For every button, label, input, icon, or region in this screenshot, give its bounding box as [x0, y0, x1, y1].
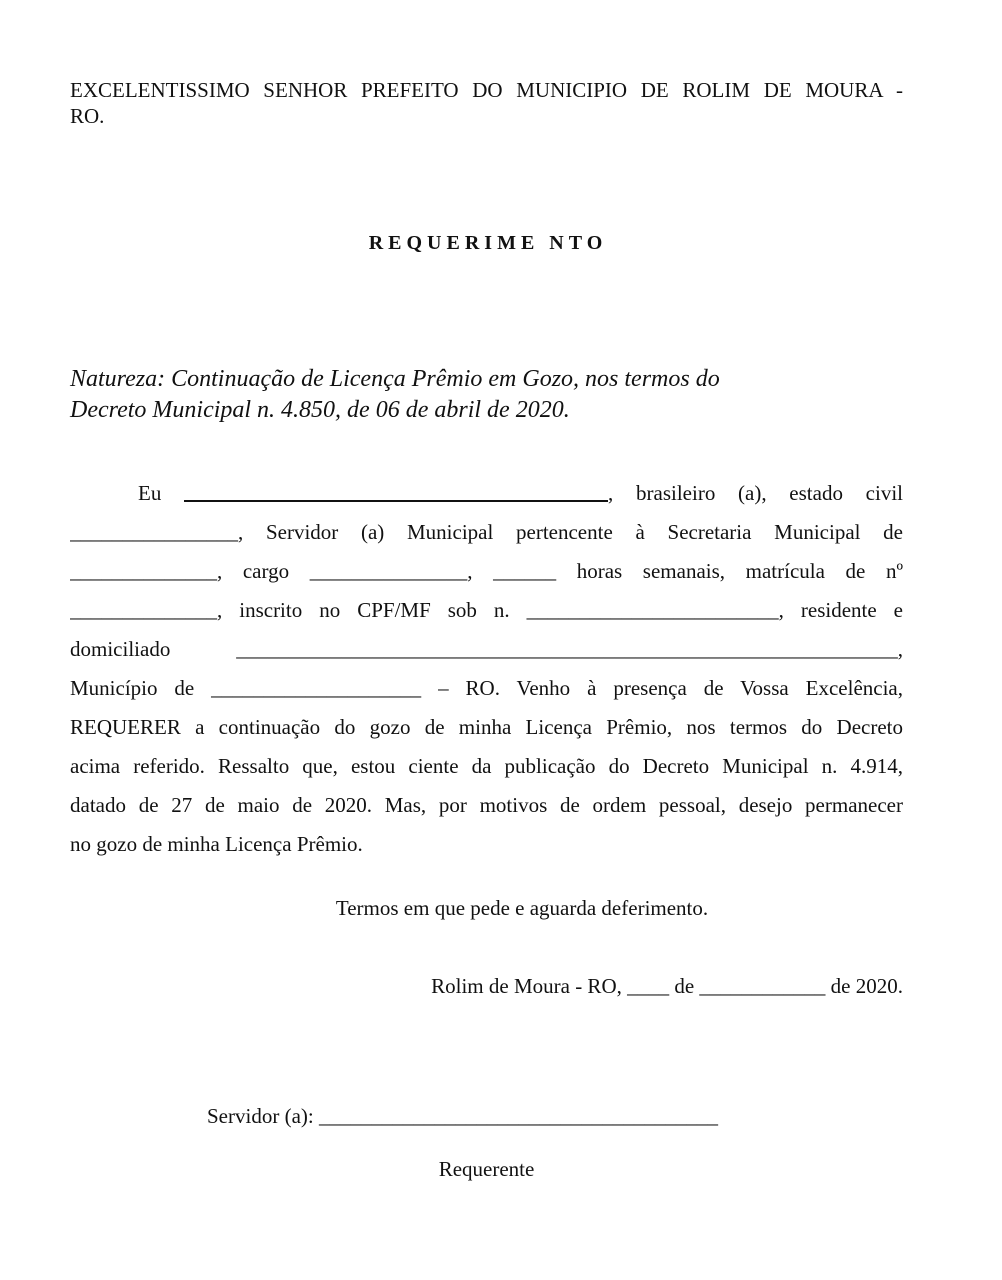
- signature-line: Servidor (a): ______________________________________: [207, 1104, 718, 1128]
- body-line-6: Município de ____________________ – RO. Venho à presença de Vossa Excelência,: [70, 676, 903, 700]
- body-line-9: datado de 27 de maio de 2020. Mas, por motivos de ordem pessoal, desejo permanecer: [70, 793, 903, 817]
- nature-statement: [70, 364, 903, 426]
- document-title: REQUERIME NTO: [368, 232, 608, 254]
- body-line-8: acima referido. Ressalto que, estou ciente da publicação do Decreto Municipal n. 4.914,: [70, 754, 903, 778]
- request-body: [70, 474, 903, 864]
- requerente-label: Requerente: [438, 1157, 535, 1181]
- body-line-4: ______________, inscrito no CPF/MF sob n. ________________________, residente e: [70, 598, 903, 622]
- body-line-7: REQUERER a continuação do gozo de minha Licença Prêmio, nos termos do Decreto: [70, 715, 903, 739]
- date-line: Rolim de Moura - RO, ____ de ____________ de 2020.: [431, 974, 903, 998]
- body-line-3: ______________, cargo _______________, ______ horas semanais, matrícula de nº: [70, 559, 903, 583]
- body-line-1-end: , brasileiro (a), estado civil: [608, 481, 903, 505]
- body-line-5: [70, 630, 903, 669]
- closing-statement: Termos em que pede e aguarda deferimento.: [335, 896, 709, 920]
- nature-line-2: Decreto Municipal n. 4.850, de 06 de abril de 2020.: [70, 397, 570, 423]
- body-line-2: ________________, Servidor (a) Municipal pertencente à Secretaria Municipal de: [70, 520, 903, 544]
- body-line-1-start: Eu: [138, 481, 162, 505]
- addressee: EXCELENTISSIMO SENHOR PREFEITO DO MUNICIPIO DE ROLIM DE MOURA - RO.: [70, 78, 903, 128]
- name-blank[interactable]: [184, 478, 608, 502]
- nature-line-1: Natureza: Continuação de Licença Prêmio em Gozo, nos termos do: [70, 366, 720, 392]
- body-line-5-start: domiciliado: [70, 637, 171, 661]
- body-line-10: no gozo de minha Licença Prêmio.: [70, 832, 363, 856]
- body-line-1: [70, 474, 903, 513]
- address-blank: _______________________________________________________________,: [236, 637, 903, 661]
